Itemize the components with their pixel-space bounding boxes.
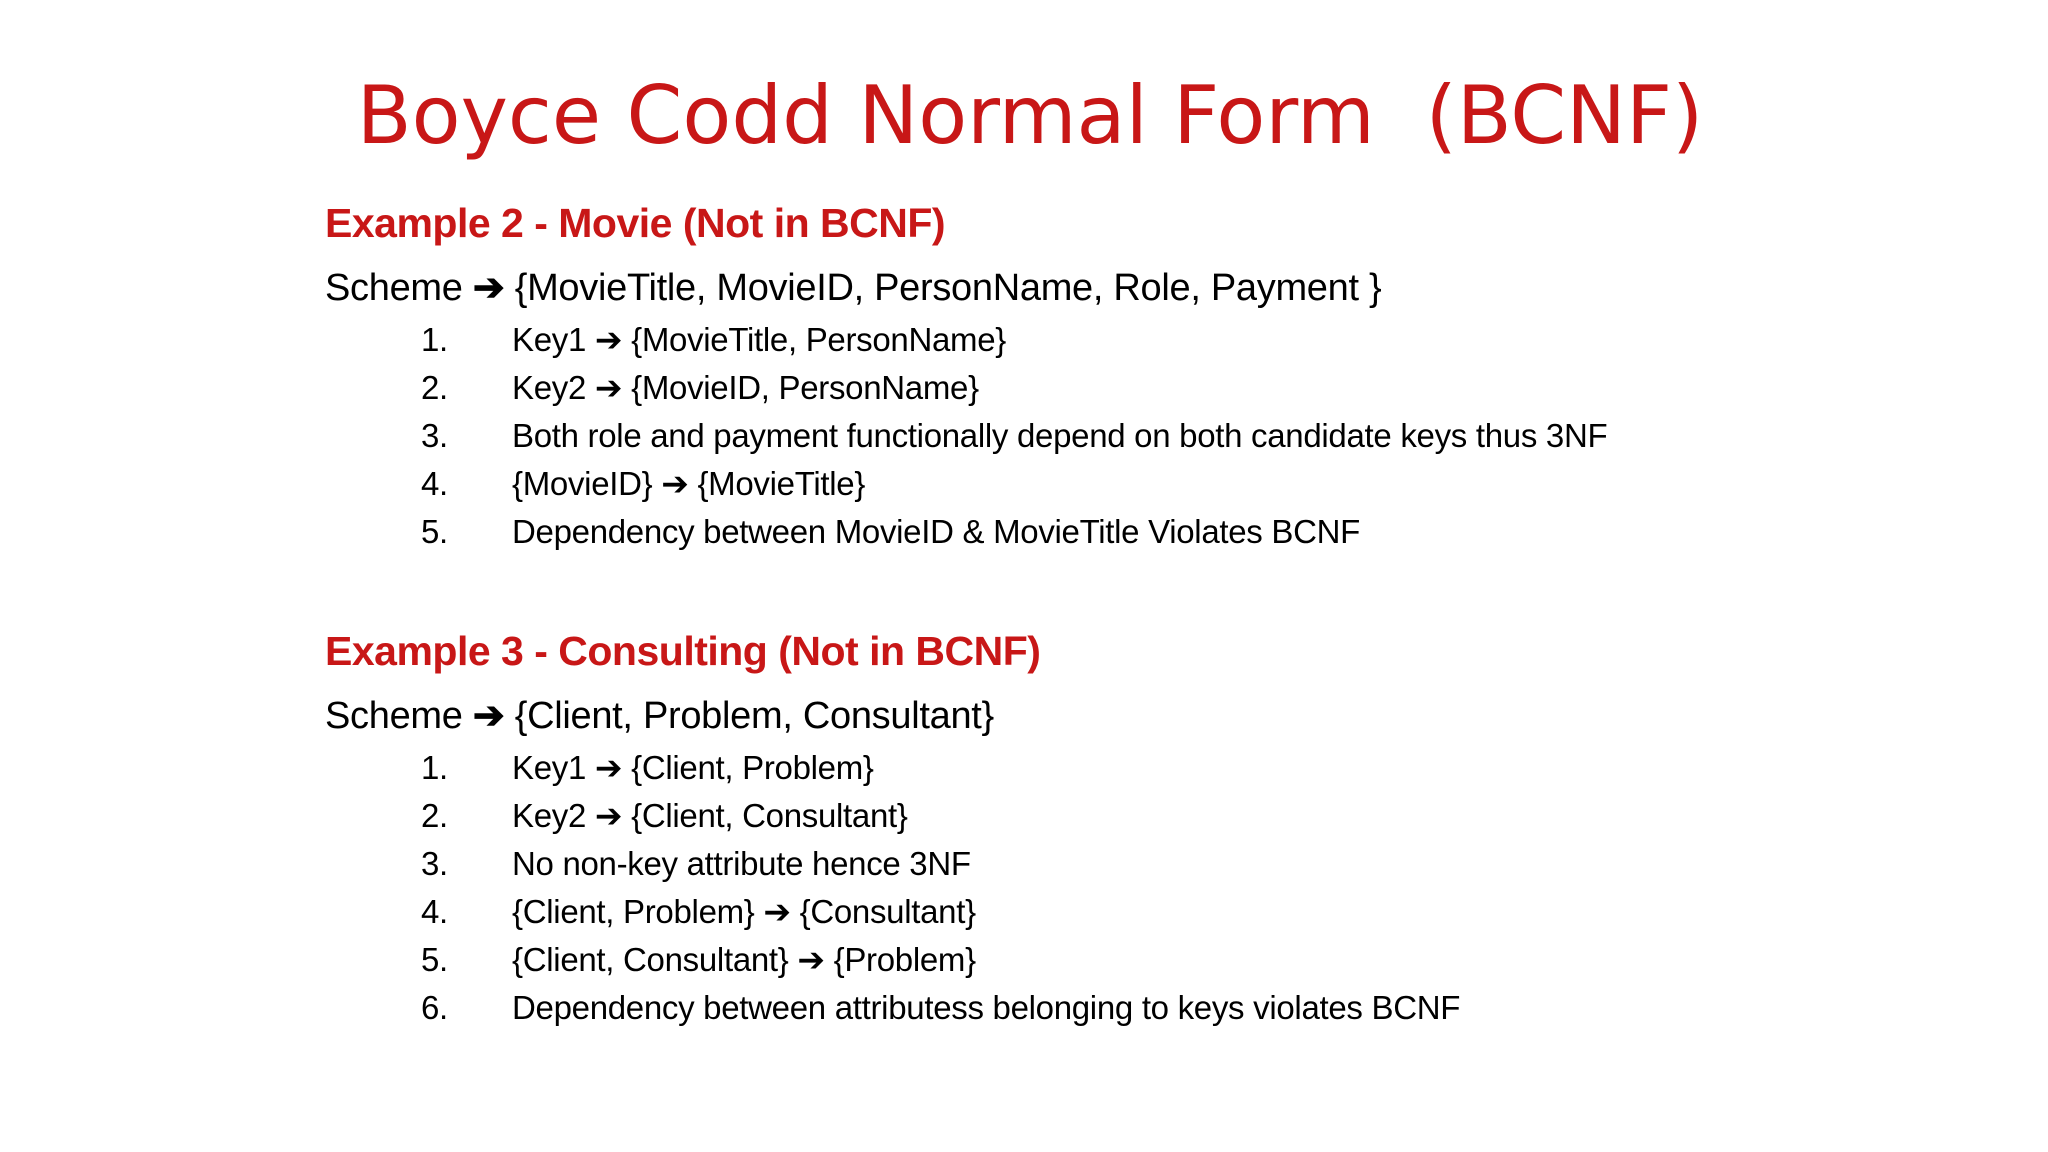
scheme-label: Scheme (325, 695, 463, 737)
list-item (325, 888, 2025, 936)
example-3-list (325, 744, 2025, 1032)
example-2-list (325, 316, 2025, 556)
example-3-section (325, 626, 2025, 1032)
right-arrow-icon: ➔ (472, 267, 505, 309)
right-arrow-icon: ➔ (472, 695, 505, 737)
item-text: Key2 ➔ {MovieID, PersonName} (512, 369, 979, 406)
item-number: 1. (421, 321, 448, 358)
item-number: 5. (421, 941, 448, 978)
item-text: {MovieID} ➔ {MovieTitle} (512, 465, 866, 502)
item-number: 4. (421, 893, 448, 930)
scheme-value: {Client, Problem, Consultant} (514, 695, 994, 737)
item-number: 4. (421, 465, 448, 502)
item-number: 5. (421, 513, 448, 550)
scheme-label: Scheme (325, 267, 463, 309)
list-item (325, 460, 2025, 508)
item-number: 1. (421, 749, 448, 786)
list-item (325, 936, 2025, 984)
item-number: 2. (421, 797, 448, 834)
list-item (325, 364, 2025, 412)
example-2-scheme (325, 264, 2025, 312)
item-text: Dependency between attributess belonging to keys violates BCNF (512, 989, 1461, 1026)
item-number: 3. (421, 845, 448, 882)
item-text: {Client, Problem} ➔ {Consultant} (512, 893, 976, 930)
item-text: {Client, Consultant} ➔ {Problem} (512, 941, 976, 978)
slide-title: Boyce Codd Normal Form (BCNF) (356, 69, 1704, 162)
list-item (325, 316, 2025, 364)
item-number: 6. (421, 989, 448, 1026)
list-item (325, 508, 2025, 556)
item-number: 3. (421, 417, 448, 454)
item-text: Both role and payment functionally depend on both candidate keys thus 3NF (512, 417, 1608, 454)
scheme-value: {MovieTitle, MovieID, PersonName, Role, Payment } (514, 267, 1382, 309)
list-item (325, 744, 2025, 792)
list-item (325, 984, 2025, 1032)
item-text: Dependency between MovieID & MovieTitle Violates BCNF (512, 513, 1360, 550)
item-number: 2. (421, 369, 448, 406)
example-3-scheme (325, 692, 2025, 740)
list-item (325, 412, 2025, 460)
example-2-section (325, 198, 2025, 556)
list-item (325, 840, 2025, 888)
item-text: Key2 ➔ {Client, Consultant} (512, 797, 908, 834)
example-2-heading: Example 2 - Movie (Not in BCNF) (325, 200, 946, 246)
item-text: Key1 ➔ {Client, Problem} (512, 749, 874, 786)
example-3-heading: Example 3 - Consulting (Not in BCNF) (325, 628, 1041, 674)
list-item (325, 792, 2025, 840)
item-text: Key1 ➔ {MovieTitle, PersonName} (512, 321, 1007, 358)
item-text: No non-key attribute hence 3NF (512, 845, 971, 882)
